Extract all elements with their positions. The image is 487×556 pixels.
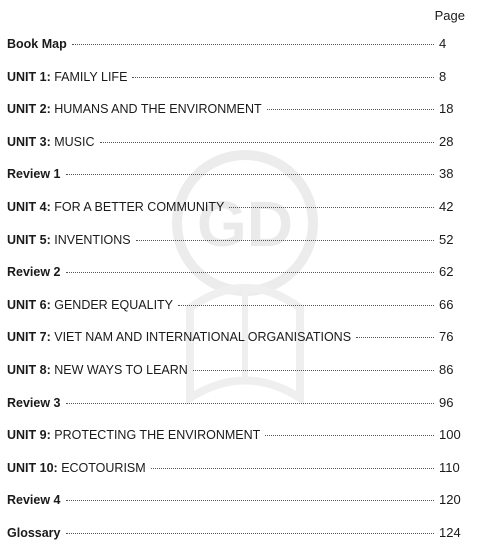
toc-unit-label: UNIT 8: — [7, 362, 51, 377]
toc-row[interactable] — [7, 164, 477, 197]
toc-page-number: 110 — [439, 459, 460, 475]
toc-section-name: Glossary — [7, 525, 61, 540]
toc-entry-title — [7, 262, 61, 282]
toc-unit-name: FOR A BETTER COMMUNITY — [54, 199, 225, 214]
dot-leader — [66, 174, 434, 175]
toc-row[interactable] — [7, 458, 477, 491]
toc-section-name: Review 4 — [7, 493, 61, 508]
toc-entry-title — [7, 197, 224, 217]
toc-row[interactable] — [7, 34, 477, 67]
toc-unit-label: UNIT 9: — [7, 428, 51, 443]
toc-entry-title — [7, 132, 95, 152]
toc-page-number: 52 — [439, 231, 454, 247]
toc-unit-label: UNIT 6: — [7, 297, 51, 312]
toc-page-number: 62 — [439, 264, 454, 280]
toc-unit-name: HUMANS AND THE ENVIRONMENT — [54, 102, 262, 117]
toc-unit-label: UNIT 3: — [7, 134, 51, 149]
toc-unit-label: UNIT 10: — [7, 460, 58, 475]
toc-unit-name: GENDER EQUALITY — [54, 297, 174, 312]
toc-section-name: Book Map — [7, 37, 67, 51]
dot-leader — [193, 370, 434, 371]
toc-unit-name: INVENTIONS — [54, 232, 131, 247]
dot-leader — [100, 142, 434, 143]
toc-entry-title — [7, 425, 260, 445]
toc-unit-label: UNIT 5: — [7, 232, 51, 247]
toc-row[interactable] — [7, 67, 477, 100]
toc-entry-title — [7, 490, 61, 510]
toc-row[interactable] — [7, 523, 477, 556]
dot-leader — [229, 207, 434, 208]
toc-page-number: 8 — [439, 68, 447, 84]
toc-entry-title — [7, 295, 173, 315]
toc-unit-label: UNIT 1: — [7, 69, 51, 84]
toc-section-name: Review 2 — [7, 265, 61, 280]
toc-page-number: 124 — [439, 524, 461, 540]
toc-unit-name: NEW WAYS TO LEARN — [54, 362, 188, 377]
toc-row[interactable] — [7, 295, 477, 328]
dot-leader — [151, 468, 434, 469]
toc-entry-title — [7, 393, 61, 413]
toc-entry-title — [7, 230, 131, 250]
toc-row[interactable] — [7, 360, 477, 393]
watermark-letters: GD — [197, 188, 293, 260]
toc-section-name: Review 3 — [7, 395, 61, 410]
toc-row[interactable] — [7, 99, 477, 132]
toc-unit-name: FAMILY LIFE — [54, 69, 128, 84]
toc-unit-name: ECOTOURISM — [61, 460, 146, 475]
toc-page-number: 86 — [439, 361, 454, 377]
toc-entry-title — [7, 360, 188, 380]
toc-row[interactable] — [7, 132, 477, 165]
dot-leader — [66, 403, 434, 404]
toc-page-number: 96 — [439, 394, 454, 410]
dot-leader — [72, 44, 434, 45]
toc-row[interactable] — [7, 262, 477, 295]
toc-unit-label: UNIT 7: — [7, 330, 51, 345]
toc-entry-title — [7, 458, 146, 478]
toc-entry-title — [7, 34, 67, 54]
toc-section-name: Review 1 — [7, 167, 61, 182]
toc-row[interactable] — [7, 230, 477, 263]
toc-row[interactable] — [7, 425, 477, 458]
toc-page-number: 4 — [439, 36, 447, 51]
toc-row[interactable] — [7, 393, 477, 426]
toc-page-number: 66 — [439, 296, 454, 312]
toc-unit-name: MUSIC — [54, 134, 95, 149]
dot-leader — [356, 337, 434, 338]
dot-leader — [132, 77, 434, 78]
toc-page-number: 28 — [439, 133, 454, 149]
dot-leader — [136, 240, 434, 241]
toc-page-number: 18 — [439, 101, 454, 117]
table-of-contents — [7, 34, 477, 556]
toc-page-number: 42 — [439, 198, 454, 214]
toc-entry-title — [7, 327, 351, 347]
page-column-header: Page — [434, 8, 465, 23]
toc-entry-title — [7, 99, 262, 119]
dot-leader — [265, 435, 434, 436]
dot-leader — [66, 272, 434, 273]
toc-entry-title — [7, 164, 61, 184]
toc-unit-label: UNIT 4: — [7, 199, 51, 214]
toc-row[interactable] — [7, 490, 477, 523]
dot-leader — [66, 533, 434, 534]
toc-unit-name: PROTECTING THE ENVIRONMENT — [54, 428, 261, 443]
toc-entry-title — [7, 523, 61, 543]
toc-unit-name: VIET NAM AND INTERNATIONAL ORGANISATIONS — [54, 330, 352, 345]
dot-leader — [178, 305, 434, 306]
toc-row[interactable] — [7, 197, 477, 230]
dot-leader — [267, 109, 434, 110]
toc-row[interactable] — [7, 327, 477, 360]
toc-unit-label: UNIT 2: — [7, 102, 51, 117]
toc-page-number: 76 — [439, 329, 454, 345]
toc-page-number: 100 — [439, 427, 461, 443]
toc-page-number: 38 — [439, 166, 454, 182]
toc-entry-title — [7, 67, 127, 87]
toc-page-number: 120 — [439, 492, 461, 508]
dot-leader — [66, 500, 434, 501]
